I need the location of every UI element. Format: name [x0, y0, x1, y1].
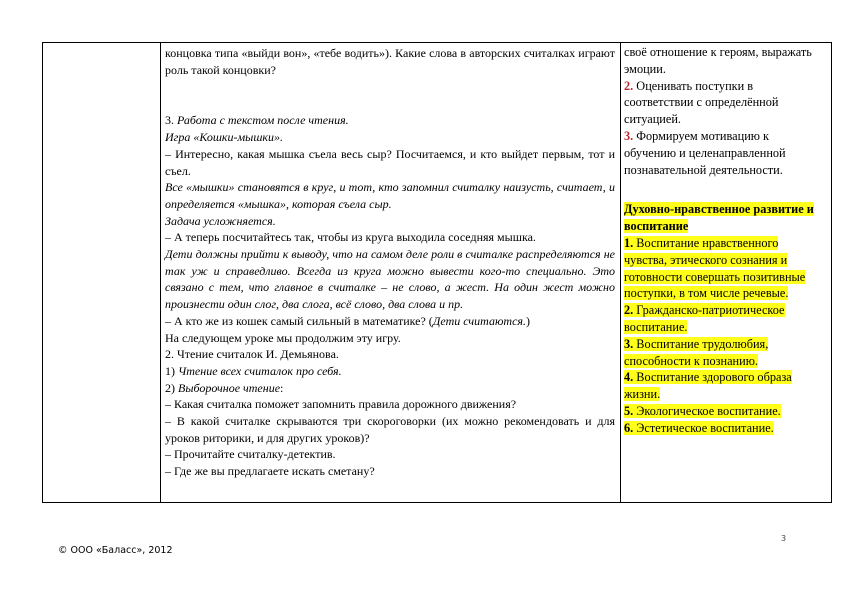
education-heading: Духовно-нравственное развитие и воспитание [624, 202, 814, 234]
instruction-harder: Задача усложняется. [165, 213, 276, 228]
result-1: своё отношение к героям, выражать эмоции. [624, 45, 812, 76]
education-item-4: 4. Воспитание здорового образа жизни. [624, 370, 792, 402]
education-item-3: 3. Воспитание трудолюбия, способности к познанию. [624, 336, 769, 368]
question-tongue-twisters: – В какой считалке скрываются три скороговорки (их можно рекомендовать и для уроков риторики, и для других уроков)? [165, 414, 615, 445]
education-item-6: 6. Эстетическое воспитание. [624, 420, 774, 435]
section-3-title: Работа с текстом после чтения. [177, 113, 349, 128]
instruction-conclusion: Дети должны прийти к выводу, что на самом деле роли в считалке распределяются не так уж и справедливо. Всегда из круга можно вывести кого-то специально. Это связано с тем, что главное в считалке – не слово, а жест. На один жест можно произнести один слог, два слога, всё слово, два слова и пр. [165, 247, 615, 312]
question-sour-cream: – Где же вы предлагаете искать сметану? [165, 464, 375, 479]
game-title: Игра «Кошки-мышки». [165, 130, 283, 145]
results-column [621, 43, 831, 502]
results-text [624, 44, 824, 437]
question-traffic: – Какая считалка поможет запомнить правила дорожного движения? [165, 397, 517, 412]
question-detective: – Прочитайте считалку-детектив. [165, 447, 336, 462]
question-math: – А кто же из кошек самый сильный в математике? (Дети считаются.) [165, 313, 531, 328]
question-neighbour: – А теперь посчитайтесь так, чтобы из круга выходила соседняя мышка. [165, 230, 536, 245]
lesson-table [42, 42, 832, 503]
list-item-2: 2) Выборочное чтение: [165, 380, 284, 395]
next-lesson-note: На следующем уроке мы продолжим эту игру. [165, 330, 401, 345]
section-3-heading: 3. Работа с текстом после чтения. [165, 113, 349, 128]
education-item-5: 5. Экологическое воспитание. [624, 403, 781, 418]
education-item-2: 2. Гражданско-патриотическое воспитание. [624, 303, 785, 334]
result-3: 3. Формируем мотивацию к обучению и целенаправленной познавательной деятельности. [624, 128, 786, 177]
lesson-content-text [165, 45, 615, 480]
lesson-content-column [161, 43, 621, 502]
instruction-circle: Все «мышки» становятся в круг, и тот, кто запомнил считалку наизусть, считает, и определяется «мышка», которая съела сыр. [165, 180, 615, 211]
page-number: 3 [781, 534, 787, 543]
education-item-1: 1. Воспитание нравственного чувства, этического сознания и готовности совершать позитивные поступки, в том числе речевые. [624, 235, 806, 301]
paragraph-ending-question: концовка типа «выйди вон», «тебе водить»). Какие слова в авторских считалках играют роль такой концовки? [165, 46, 615, 77]
question-cheese: – Интересно, какая мышка съела весь сыр? Посчитаемся, и кто выйдет первым, тот и съел. [165, 146, 615, 178]
result-2: 2. Оценивать поступки в соответствии с определённой ситуацией. [624, 78, 779, 127]
stage-column [43, 43, 161, 502]
list-item-1: 1) Чтение всех считалок про себя. [165, 363, 342, 378]
copyright-footer: © ООО «Баласс», 2012 [58, 545, 173, 556]
section-2-heading: 2. Чтение считалок И. Демьянова. [165, 347, 339, 362]
